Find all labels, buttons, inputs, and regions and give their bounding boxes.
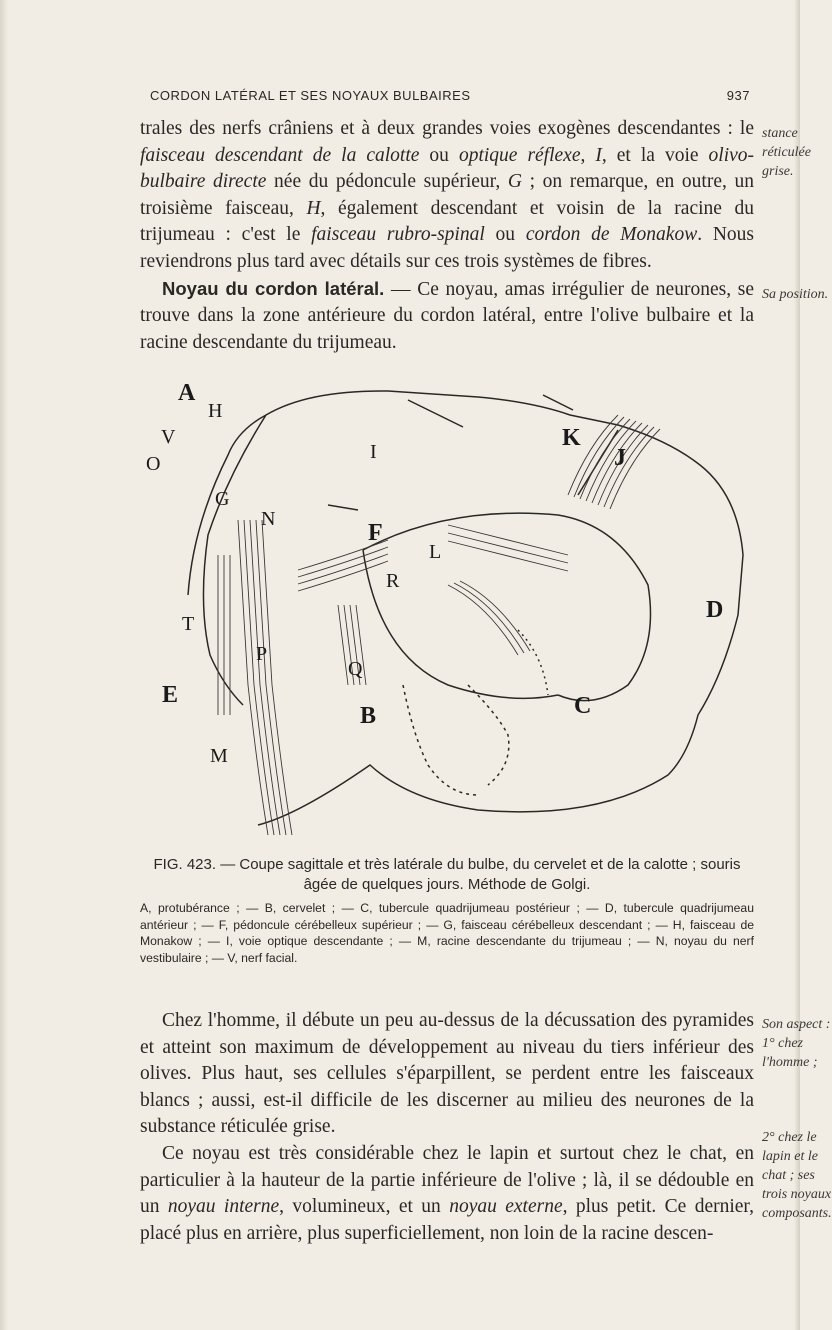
margin-note-4: 2° chez le lapin et le chat ; ses trois noyaux composants. bbox=[762, 1130, 832, 1221]
label-K: K bbox=[562, 425, 581, 451]
label-C: C bbox=[574, 693, 592, 719]
label-G: G bbox=[215, 488, 230, 510]
running-head-title: CORDON LATÉRAL ET SES NOYAUX BULBAIRES bbox=[150, 88, 471, 103]
label-A: A bbox=[178, 380, 196, 406]
label-M: M bbox=[210, 745, 228, 767]
section-paragraph: Noyau du cordon latéral. — Ce noyau, amas irrégulier de neurones, se trouve dans la zone antérieure du cordon latéral, entre l'olive bulbaire et la racine descendante du trijumeau. bbox=[140, 277, 755, 353]
margin-note-3: Son aspect : 1° chez l'homme ; bbox=[762, 1017, 831, 1070]
label-B: B bbox=[360, 703, 377, 729]
body-text-top bbox=[140, 116, 754, 356]
dotted-lobe-2 bbox=[468, 685, 509, 785]
dotted-lobe-1 bbox=[403, 685, 478, 795]
figure-sagittal-section bbox=[148, 355, 758, 845]
label-D: D bbox=[706, 597, 724, 623]
fibre-line-2 bbox=[408, 400, 463, 427]
page-number: 937 bbox=[726, 88, 750, 103]
lower-paragraph-1: Chez l'homme, il débute un peu au-dessus de la décussation des pyramides et atteint son maximum de développement au niveau du tiers inférieur des olives. Plus haut, ses cellules s'éparpillent, se perdent entre les faisceaux blancs ; aussi, est-il difficile de les discerner au milieu des neurones de la substance réticulée grise. bbox=[140, 1010, 754, 1138]
fibre-line-4 bbox=[328, 505, 358, 510]
figure-caption: FIG. 423. — Coupe sagittale et très latérale du bulbe, du cervelet et de la calotte ; souris âgée de quelques jours. Méthode de Golgi. bbox=[153, 856, 741, 893]
page-edge-left bbox=[0, 0, 8, 1330]
label-F: F bbox=[368, 520, 383, 546]
label-I: I bbox=[370, 441, 377, 463]
margin-note-2: Sa position. bbox=[762, 287, 829, 302]
top-paragraph: trales des nerfs crâniens et à deux grandes voies exogènes descendantes : le faisceau descendant de la calotte ou optique réflexe, I, et la voie olivo-bulbaire directe née du pédoncule supérieur, G ; on remarque, en outre, un troisième faisceau, H, également descendant et voisin de la racine du trijumeau : c'est le faisceau rubro-spinal ou cordon de Monakow. Nous reviendrons plus tard avec détails sur ces trois systèmes de fibres. bbox=[140, 118, 755, 272]
label-H: H bbox=[208, 400, 223, 422]
label-V: V bbox=[161, 426, 176, 448]
label-Q: Q bbox=[348, 658, 363, 680]
label-N: N bbox=[261, 508, 276, 530]
label-R: R bbox=[386, 570, 400, 592]
label-L: L bbox=[429, 541, 442, 563]
body-text-bottom bbox=[140, 1008, 754, 1247]
label-J: J bbox=[614, 445, 626, 471]
figure-outline-main bbox=[258, 391, 743, 825]
label-P: P bbox=[256, 643, 268, 665]
section-heading: Noyau du cordon latéral. bbox=[162, 277, 385, 299]
lower-paragraph-2: Ce noyau est très considérable chez le lapin et surtout chez le chat, en particulier à la hauteur de la partie inférieure de l'olive ; là, il se dédouble en un noyau interne, volumineux, et un noyau externe, plus petit. Ce dernier, placé plus en arrière, plus superficiellement, non loin de la racine descen- bbox=[140, 1142, 755, 1244]
figure-illustration bbox=[148, 355, 758, 845]
label-O: O bbox=[146, 453, 161, 475]
fibre-bundles bbox=[218, 415, 660, 835]
label-E: E bbox=[162, 682, 179, 708]
label-T: T bbox=[182, 613, 195, 635]
cerebellum-curve bbox=[363, 513, 651, 700]
figure-legend: A, protubérance ; — B, cervelet ; — C, tubercule quadrijumeau postérieur ; — D, tubercule quadrijumeau antérieur ; — F, pédoncule cérébelleux supérieur ; — G, faisceau cérébelleux descendant ; — H, faisceau de Monakow ; — I, voie optique descendante ; — M, racine descendante du trijumeau ; — N, noyau du nerf vestibulaire ; — V, nerf facial. bbox=[140, 901, 754, 965]
margin-note-1: stance réticulée grise. bbox=[762, 126, 811, 179]
